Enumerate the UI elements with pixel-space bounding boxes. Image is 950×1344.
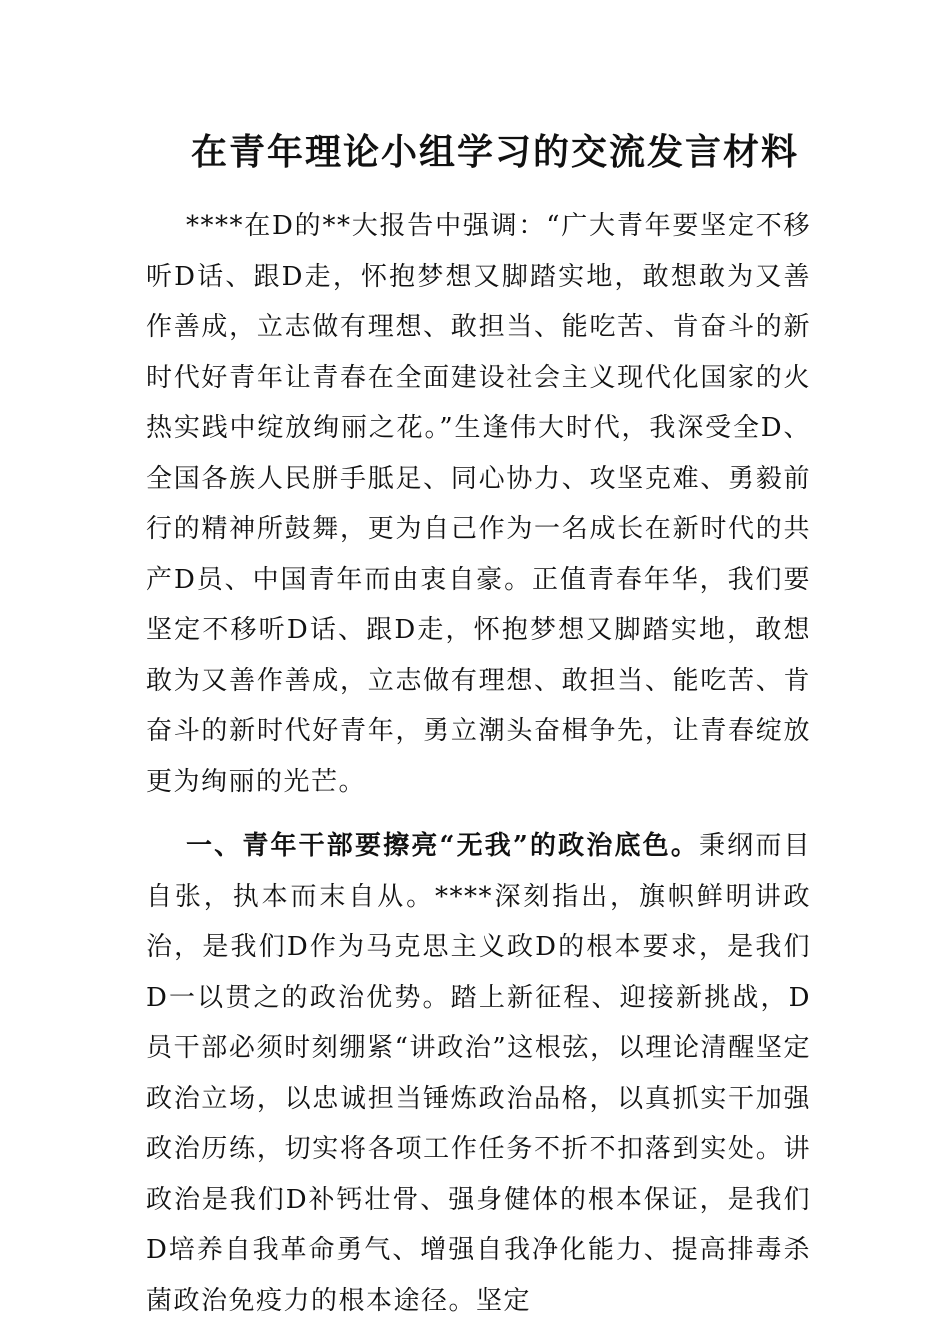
paragraph-intro <box>146 201 811 807</box>
page-title: 在青年理论小组学习的交流发言材料 <box>190 131 799 173</box>
paragraph-text: 秉纲而目自张，执本而末自从。****深刻指出，旗帜鲜明讲政治，是我们D作为马克思主义政D的根本要求，是我们D一以贯之的政治优势。踏上新征程、迎接新挑战，D员干部必须时刻绷紧“讲政治”这根弦，以理论清醒坚定政治立场，以忠诚担当锤炼政治品格，以真抓实干加强政治历练，切实将各项工作任务不折不扣落到实处。讲政治是我们D补钙壮骨、强身健体的根本保证，是我们D培养自我革命勇气、增强自我净化能力、提高排毒杀菌政治免疫力的根本途径。坚定 <box>146 831 811 1316</box>
paragraph-text: ****在D的**大报告中强调：“广大青年要坚定不移听D话、跟D走，怀抱梦想又脚踏实地，敢想敢为又善作善成，立志做有理想、敢担当、能吃苦、肯奋斗的新时代好青年让青春在全面建设社会主义现代化国家的火热实践中绽放绚丽之花。”生逢伟大时代，我深受全D、全国各族人民胼手胝足、同心协力、攻坚克难、勇毅前行的精神所鼓舞，更为自己作为一名成长在新时代的共产D员、中国青年而由衷自豪。正值青春年华，我们要坚定不移听D话、跟D走，怀抱梦想又脚踏实地，敢想敢为又善作善成，立志做有理想、敢担当、能吃苦、肯奋斗的新时代好青年，勇立潮头奋楫争先，让青春绽放更为绚丽的光芒。 <box>146 211 811 797</box>
paragraph-section-one <box>146 821 811 1326</box>
document-body <box>146 201 811 1326</box>
section-heading: 一、青年干部要擦亮“无我”的政治底色。 <box>186 831 699 861</box>
